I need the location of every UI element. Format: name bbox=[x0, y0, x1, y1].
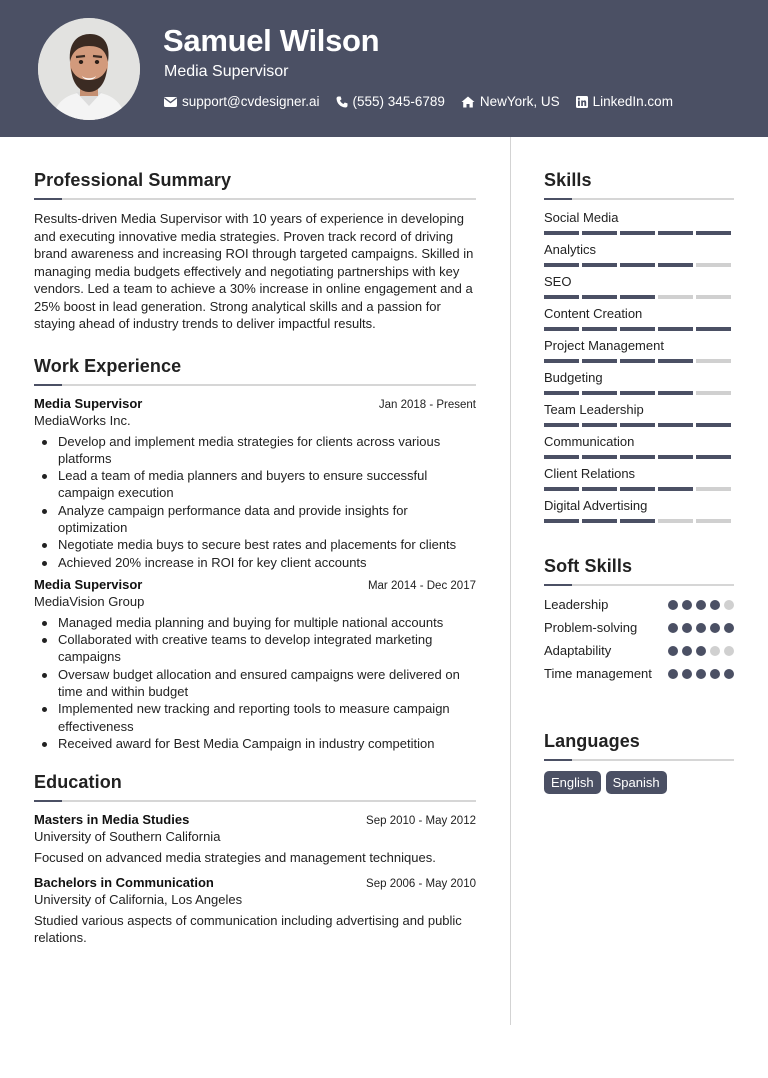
skill-item bbox=[544, 338, 734, 370]
skill-level-segment bbox=[620, 487, 655, 491]
skill-level-segment bbox=[696, 455, 731, 459]
rating-dot bbox=[724, 623, 734, 633]
work-section bbox=[34, 356, 476, 753]
rating-dot bbox=[696, 600, 706, 610]
skill-level-segment bbox=[544, 295, 579, 299]
skill-level-bar bbox=[544, 487, 734, 491]
skill-level-segment bbox=[658, 359, 693, 363]
section-rule bbox=[34, 384, 476, 386]
skill-level-segment bbox=[544, 455, 579, 459]
skill-item bbox=[544, 274, 734, 306]
skills-list bbox=[544, 210, 734, 530]
contact-phone-text: (555) 345-6789 bbox=[352, 94, 445, 109]
skill-level-bar bbox=[544, 263, 734, 267]
rating-dot bbox=[696, 669, 706, 679]
skill-level-segment bbox=[544, 327, 579, 331]
contact-phone[interactable] bbox=[336, 94, 445, 109]
linkedin-icon bbox=[576, 96, 588, 108]
skill-level-segment bbox=[582, 391, 617, 395]
skill-item bbox=[544, 466, 734, 498]
skill-level-segment bbox=[620, 263, 655, 267]
job-company: MediaVision Group bbox=[34, 593, 145, 609]
education-heading: Education bbox=[34, 772, 122, 793]
skill-level-segment bbox=[658, 327, 693, 331]
main-column bbox=[34, 170, 476, 955]
language-badge: Spanish bbox=[606, 771, 667, 794]
rating-dot bbox=[710, 669, 720, 679]
rating-dot bbox=[682, 669, 692, 679]
rating-dot bbox=[710, 623, 720, 633]
skill-name: SEO bbox=[544, 274, 572, 289]
work-heading: Work Experience bbox=[34, 355, 182, 376]
language-badge: English bbox=[544, 771, 601, 794]
rating-dot bbox=[710, 646, 720, 656]
soft-skill-rating bbox=[668, 646, 734, 656]
job-date: Jan 2018 - Present bbox=[378, 398, 476, 411]
skills-heading: Skills bbox=[544, 170, 592, 190]
education-entry bbox=[34, 812, 476, 867]
job-role: Media Supervisor bbox=[34, 576, 143, 592]
education-section bbox=[34, 772, 476, 947]
skill-level-segment bbox=[544, 487, 579, 491]
contact-location bbox=[461, 94, 560, 109]
skill-name: Content Creation bbox=[544, 306, 643, 321]
soft-skill-rating bbox=[668, 600, 734, 610]
education-degree: Masters in Media Studies bbox=[34, 812, 190, 828]
skill-level-segment bbox=[620, 327, 655, 331]
bullet-item: Implemented new tracking and reporting tools to measure campaign effectiveness bbox=[34, 700, 476, 735]
bullet-item: Achieved 20% increase in ROI for key client accounts bbox=[34, 554, 476, 571]
avatar-illustration bbox=[38, 18, 140, 120]
education-date: Sep 2006 - May 2010 bbox=[366, 877, 476, 890]
skill-level-segment bbox=[620, 519, 655, 523]
summary-section bbox=[34, 170, 476, 333]
bullet-item: Develop and implement media strategies for clients across various platforms bbox=[34, 433, 476, 468]
skill-level-segment bbox=[582, 263, 617, 267]
skill-level-segment bbox=[620, 295, 655, 299]
bullet-item: Received award for Best Media Campaign in industry competition bbox=[34, 735, 476, 752]
skill-level-segment bbox=[544, 263, 579, 267]
soft-skill-item bbox=[544, 619, 734, 642]
education-date: Sep 2010 - May 2012 bbox=[366, 815, 476, 828]
contact-list bbox=[164, 94, 673, 109]
resume-header bbox=[0, 0, 768, 137]
skill-level-bar bbox=[544, 455, 734, 459]
section-rule bbox=[544, 759, 734, 761]
skill-item bbox=[544, 306, 734, 338]
job-role: Media Supervisor bbox=[34, 395, 143, 411]
rating-dot bbox=[682, 646, 692, 656]
rating-dot bbox=[696, 646, 706, 656]
soft-skill-name: Problem-solving bbox=[544, 620, 638, 635]
skill-level-segment bbox=[658, 263, 693, 267]
education-degree: Bachelors in Communication bbox=[34, 874, 214, 890]
education-school: University of California, Los Angeles bbox=[34, 891, 243, 907]
candidate-name: Samuel Wilson bbox=[163, 23, 380, 58]
contact-linkedin-text: LinkedIn.com bbox=[592, 94, 673, 109]
contact-email-text: support@cvdesigner.ai bbox=[182, 94, 320, 109]
bullet-item: Collaborated with creative teams to develop integrated marketing campaigns bbox=[34, 631, 476, 666]
skill-name: Team Leadership bbox=[544, 402, 644, 417]
skill-level-segment bbox=[658, 231, 693, 235]
phone-icon bbox=[336, 96, 348, 108]
skill-name: Analytics bbox=[544, 242, 597, 257]
skill-level-segment bbox=[582, 519, 617, 523]
soft-skill-item bbox=[544, 596, 734, 619]
bullet-item: Lead a team of media planners and buyers to ensure successful campaign execution bbox=[34, 467, 476, 502]
rating-dot bbox=[682, 623, 692, 633]
rating-dot bbox=[682, 600, 692, 610]
skill-level-segment bbox=[696, 519, 731, 523]
skill-level-segment bbox=[696, 391, 731, 395]
education-entry bbox=[34, 875, 476, 947]
languages-section bbox=[544, 731, 734, 794]
skill-name: Social Media bbox=[544, 210, 619, 225]
skill-item bbox=[544, 434, 734, 466]
rating-dot bbox=[668, 600, 678, 610]
rating-dot bbox=[668, 646, 678, 656]
skill-level-segment bbox=[582, 295, 617, 299]
skill-level-segment bbox=[696, 359, 731, 363]
skill-level-bar bbox=[544, 519, 734, 523]
rating-dot bbox=[724, 600, 734, 610]
skill-level-segment bbox=[544, 391, 579, 395]
skill-level-segment bbox=[658, 519, 693, 523]
bullet-item: Oversaw budget allocation and ensured campaigns were delivered on time and within budget bbox=[34, 666, 476, 701]
skill-name: Budgeting bbox=[544, 370, 603, 385]
skill-level-segment bbox=[696, 295, 731, 299]
skill-level-segment bbox=[620, 231, 655, 235]
skill-level-segment bbox=[544, 519, 579, 523]
candidate-title: Media Supervisor bbox=[164, 63, 289, 80]
rating-dot bbox=[668, 669, 678, 679]
contact-linkedin[interactable] bbox=[576, 94, 673, 109]
job-company: MediaWorks Inc. bbox=[34, 412, 131, 428]
section-rule bbox=[544, 584, 734, 586]
skill-item bbox=[544, 242, 734, 274]
skill-name: Client Relations bbox=[544, 466, 636, 481]
soft-skill-name: Time management bbox=[544, 666, 652, 681]
languages-list bbox=[544, 771, 734, 794]
job-entry bbox=[34, 396, 476, 571]
skill-level-segment bbox=[582, 487, 617, 491]
summary-text: Results-driven Media Supervisor with 10 years of experience in developing and executing innovative media strategies. Proven track record of driving brand awareness and increasing ROI through targeted campaigns. Skilled in managing media budgets effectively and negotiating partnerships with key vendors. Led a team to achieve a 30% increase in online engagement and a 25% boost in lead generation. Strong analytical skills and a passion for staying ahead of industry trends to deliver impactful results. bbox=[34, 211, 474, 331]
skill-item bbox=[544, 370, 734, 402]
skill-level-segment bbox=[620, 455, 655, 459]
skill-level-segment bbox=[544, 231, 579, 235]
skill-level-segment bbox=[696, 327, 731, 331]
soft-skill-name: Leadership bbox=[544, 597, 609, 612]
skill-name: Project Management bbox=[544, 338, 664, 353]
skill-level-segment bbox=[544, 423, 579, 427]
soft-skills-heading: Soft Skills bbox=[544, 556, 633, 576]
soft-skill-name: Adaptability bbox=[544, 643, 612, 658]
skill-level-segment bbox=[582, 327, 617, 331]
skill-level-segment bbox=[658, 295, 693, 299]
skill-item bbox=[544, 498, 734, 530]
skill-level-segment bbox=[658, 455, 693, 459]
rating-dot bbox=[724, 669, 734, 679]
skill-level-segment bbox=[582, 359, 617, 363]
profile-photo bbox=[38, 18, 140, 120]
envelope-icon bbox=[164, 97, 177, 107]
skill-level-segment bbox=[658, 391, 693, 395]
column-divider bbox=[510, 137, 511, 1025]
languages-heading: Languages bbox=[544, 731, 640, 751]
bullet-item: Negotiate media buys to secure best rates and placements for clients bbox=[34, 536, 476, 553]
skill-level-bar bbox=[544, 423, 734, 427]
skill-level-segment bbox=[544, 359, 579, 363]
soft-skill-rating bbox=[668, 669, 734, 679]
skill-level-segment bbox=[582, 423, 617, 427]
soft-skills-list bbox=[544, 596, 734, 703]
contact-email[interactable] bbox=[164, 94, 320, 109]
section-rule bbox=[34, 800, 476, 802]
soft-skill-item bbox=[544, 642, 734, 665]
soft-skills-section bbox=[544, 556, 734, 703]
rating-dot bbox=[696, 623, 706, 633]
skill-level-segment bbox=[620, 423, 655, 427]
job-bullets bbox=[34, 433, 476, 571]
sidebar-column bbox=[544, 170, 734, 794]
contact-location-text: NewYork, US bbox=[479, 94, 560, 109]
bullet-item: Analyze campaign performance data and provide insights for optimization bbox=[34, 502, 476, 537]
rating-dot bbox=[724, 646, 734, 656]
rating-dot bbox=[668, 623, 678, 633]
skill-name: Communication bbox=[544, 434, 635, 449]
bullet-item: Managed media planning and buying for multiple national accounts bbox=[34, 614, 476, 631]
skill-level-segment bbox=[696, 231, 731, 235]
job-bullets bbox=[34, 614, 476, 752]
skill-level-bar bbox=[544, 231, 734, 235]
education-description: Focused on advanced media strategies and management techniques. bbox=[34, 850, 436, 866]
skill-item bbox=[544, 210, 734, 242]
skill-level-segment bbox=[582, 455, 617, 459]
skill-level-segment bbox=[658, 423, 693, 427]
skills-section bbox=[544, 170, 734, 530]
skill-level-bar bbox=[544, 295, 734, 299]
skill-level-segment bbox=[696, 263, 731, 267]
education-school: University of Southern California bbox=[34, 829, 221, 845]
section-rule bbox=[544, 198, 734, 200]
soft-skill-rating bbox=[668, 623, 734, 633]
skill-level-segment bbox=[582, 231, 617, 235]
summary-heading: Professional Summary bbox=[34, 170, 232, 190]
soft-skill-item bbox=[544, 665, 734, 703]
skill-level-segment bbox=[620, 391, 655, 395]
job-entry bbox=[34, 577, 476, 752]
skill-level-segment bbox=[658, 487, 693, 491]
skill-level-segment bbox=[696, 487, 731, 491]
skill-level-segment bbox=[620, 359, 655, 363]
skill-level-segment bbox=[696, 423, 731, 427]
rating-dot bbox=[710, 600, 720, 610]
job-date: Mar 2014 - Dec 2017 bbox=[367, 579, 476, 592]
skill-item bbox=[544, 402, 734, 434]
home-icon bbox=[461, 96, 475, 108]
section-rule bbox=[34, 198, 476, 200]
skill-level-bar bbox=[544, 327, 734, 331]
education-description: Studied various aspects of communication including advertising and public relations. bbox=[34, 912, 462, 946]
skill-name: Digital Advertising bbox=[544, 498, 648, 513]
skill-level-bar bbox=[544, 359, 734, 363]
skill-level-bar bbox=[544, 391, 734, 395]
